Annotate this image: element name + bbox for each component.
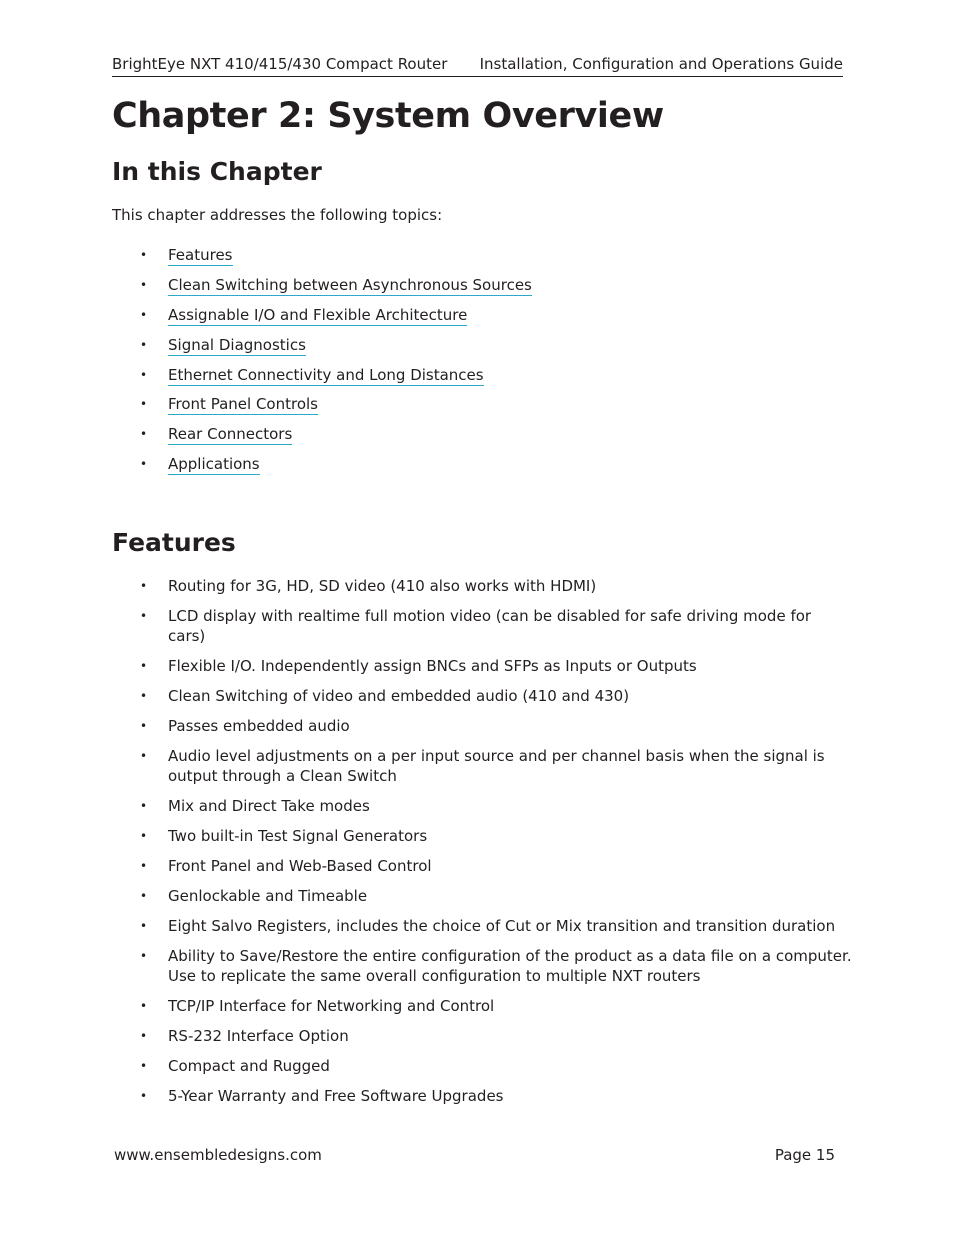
feature-text: Front Panel and Web-Based Control: [168, 857, 432, 875]
list-item: [112, 746, 852, 786]
bullet-icon: •: [140, 719, 148, 733]
list-item: [112, 305, 852, 335]
feature-text: Clean Switching of video and embedded audio (410 and 430): [168, 687, 630, 705]
list-item: [112, 1026, 852, 1046]
list-item: [112, 1056, 852, 1076]
feature-text: Two built-in Test Signal Generators: [168, 827, 428, 845]
feature-text: Flexible I/O. Independently assign BNCs and SFPs as Inputs or Outputs: [168, 657, 697, 675]
bullet-icon: •: [140, 1089, 148, 1103]
bullet-icon: •: [140, 799, 148, 813]
list-item: [112, 424, 852, 454]
list-item: [112, 826, 852, 846]
in-this-chapter-heading: In this Chapter: [112, 157, 322, 186]
bullet-icon: •: [140, 609, 148, 623]
bullet-icon: •: [140, 1059, 148, 1073]
list-item: [112, 716, 852, 736]
list-item: [112, 454, 852, 484]
header-guide-title: Installation, Configuration and Operations Guide: [479, 55, 843, 73]
feature-text: Mix and Direct Take modes: [168, 797, 370, 815]
footer-website: www.ensembledesigns.com: [114, 1146, 322, 1164]
bullet-icon: •: [140, 919, 148, 933]
feature-text: LCD display with realtime full motion video (can be disabled for safe driving mode for cars): [168, 607, 812, 645]
feature-text: RS-232 Interface Option: [168, 1027, 349, 1045]
list-item: [112, 576, 852, 596]
topic-link-front-panel-controls[interactable]: Front Panel Controls: [168, 395, 318, 414]
list-item: [112, 946, 852, 986]
feature-text: 5-Year Warranty and Free Software Upgrades: [168, 1087, 504, 1105]
bullet-icon: •: [140, 367, 148, 382]
feature-text: Compact and Rugged: [168, 1057, 330, 1075]
header-product-name: BrightEye NXT 410/415/430 Compact Router: [112, 55, 448, 73]
running-header: [112, 52, 843, 77]
topic-link-ethernet-connectivity[interactable]: Ethernet Connectivity and Long Distances: [168, 365, 484, 384]
feature-text: Routing for 3G, HD, SD video (410 also works with HDMI): [168, 577, 597, 595]
chapter-title: Chapter 2: System Overview: [112, 96, 664, 136]
list-item: [112, 996, 852, 1016]
bullet-icon: •: [140, 337, 148, 352]
bullet-icon: •: [140, 307, 148, 322]
list-item: [112, 335, 852, 365]
footer-page-number: Page 15: [774, 1146, 835, 1164]
bullet-icon: •: [140, 749, 148, 763]
list-item: [112, 856, 852, 876]
bullet-icon: •: [140, 949, 148, 963]
bullet-icon: •: [140, 659, 148, 673]
list-item: [112, 686, 852, 706]
bullet-icon: •: [140, 1029, 148, 1043]
feature-text: Ability to Save/Restore the entire configuration of the product as a data file on a computer. Use to replicate the same overall configuration to multiple NXT routers: [168, 947, 852, 985]
features-list: [112, 576, 852, 1116]
list-item: [112, 1086, 852, 1106]
list-item: [112, 886, 852, 906]
topic-link-features[interactable]: Features: [168, 246, 233, 264]
bullet-icon: •: [140, 999, 148, 1013]
topic-link-signal-diagnostics[interactable]: Signal Diagnostics: [168, 335, 306, 354]
features-heading: Features: [112, 528, 236, 557]
bullet-icon: •: [140, 397, 148, 412]
list-item: [112, 394, 852, 424]
list-item: [112, 916, 852, 936]
list-item: [112, 796, 852, 816]
topic-link-assignable-io[interactable]: Assignable I/O and Flexible Architecture: [168, 305, 468, 324]
feature-text: Passes embedded audio: [168, 717, 350, 735]
feature-text: TCP/IP Interface for Networking and Control: [168, 997, 495, 1015]
list-item: [112, 275, 852, 305]
chapter-intro-text: This chapter addresses the following topics:: [112, 206, 443, 224]
bullet-icon: •: [140, 248, 148, 262]
list-item: [112, 656, 852, 676]
list-item: [112, 606, 852, 646]
bullet-icon: •: [140, 889, 148, 903]
topic-link-rear-connectors[interactable]: Rear Connectors: [168, 425, 293, 444]
feature-text: Genlockable and Timeable: [168, 887, 368, 905]
chapter-topics-list: [112, 245, 852, 484]
bullet-icon: •: [140, 829, 148, 843]
bullet-icon: •: [140, 689, 148, 703]
list-item: [112, 365, 852, 395]
bullet-icon: •: [140, 277, 148, 292]
bullet-icon: •: [140, 859, 148, 873]
feature-text: Audio level adjustments on a per input source and per channel basis when the signal is output through a Clean Switch: [168, 747, 825, 785]
bullet-icon: •: [140, 427, 148, 442]
topic-link-clean-switching[interactable]: Clean Switching between Asynchronous Sources: [168, 275, 532, 294]
feature-text: Eight Salvo Registers, includes the choice of Cut or Mix transition and transition duration: [168, 917, 836, 935]
bullet-icon: •: [140, 579, 148, 593]
bullet-icon: •: [140, 457, 148, 472]
topic-link-applications[interactable]: Applications: [168, 455, 260, 474]
list-item: [112, 245, 852, 275]
